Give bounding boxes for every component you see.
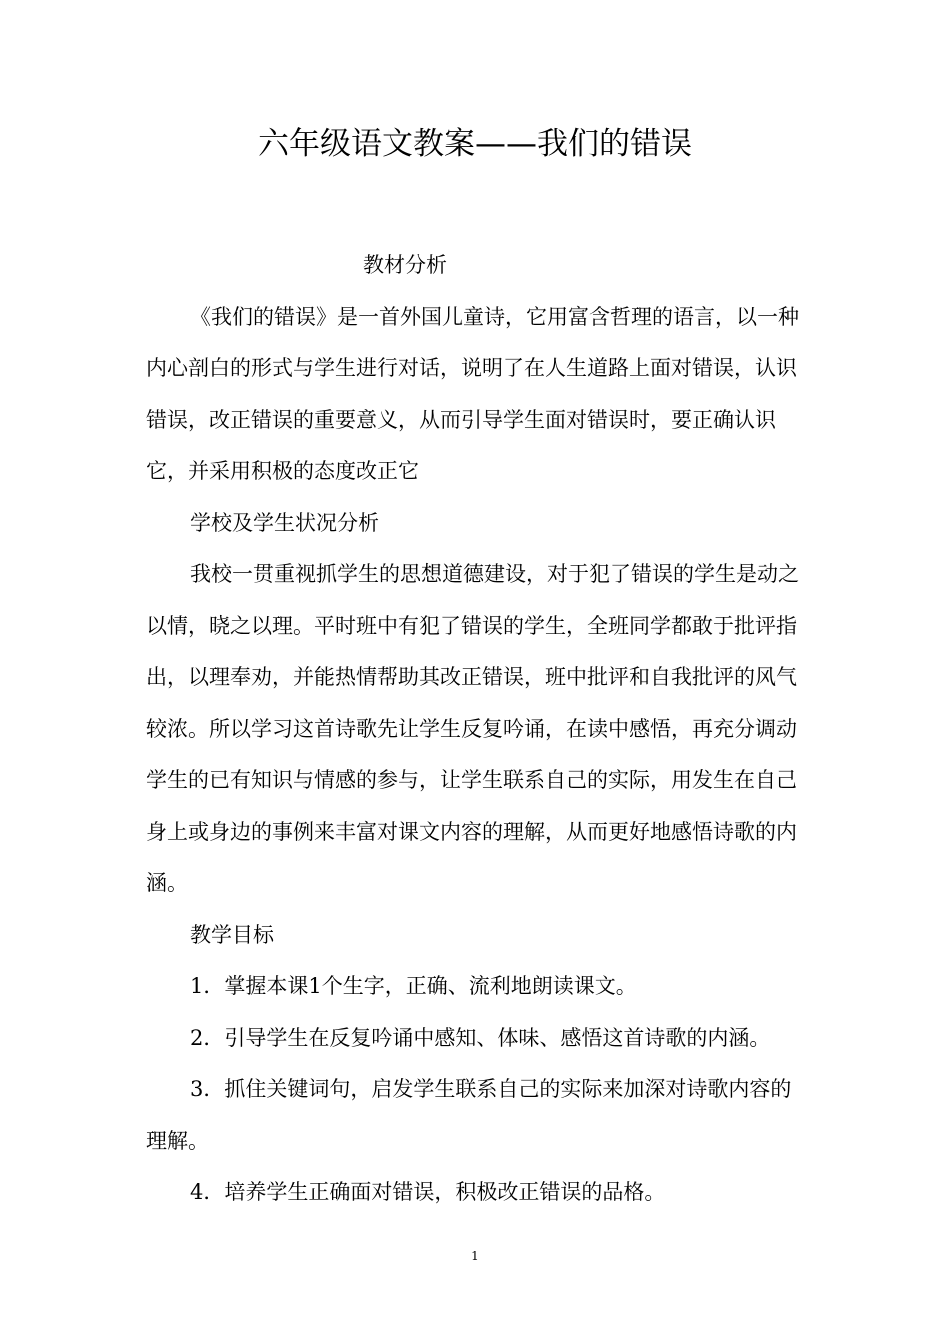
page-number: 1 [471,1249,479,1263]
goal-separator: ． [203,1025,225,1050]
goal-text-after: 个生字，正确、流利地朗读课文。 [321,974,637,998]
goal-separator: ． [203,974,225,998]
goal-item-1 [146,961,810,1013]
goal-item-3 [146,1064,810,1167]
goal-text: 抓住关键词句，启发学生联系自己的实际来加深对诗歌内容的理解。 [146,1077,792,1153]
document-body [146,240,810,1219]
goal-number: 2 [190,1025,204,1050]
goal-separator: ． [203,1077,225,1101]
goal-item-2 [146,1013,810,1065]
goal-text: 培养学生正确面对错误，积极改正错误的品格。 [224,1180,666,1204]
goal-text: 掌握本课 [224,974,309,998]
section-heading-school-analysis: 学校及学生状况分析 [190,510,379,535]
document-title: 六年级语文教案——我们的错误 [258,126,692,162]
goal-text: 引导学生在反复吟诵中感知、体味、感悟这首诗歌的内涵。 [224,1025,771,1050]
section-heading-teaching-goals: 教学目标 [190,922,274,947]
school-analysis-paragraph: 我校一贯重视抓学生的思想道德建设，对于犯了错误的学生是动之以情，晓之以理。平时班中有犯了错误的学生，全班同学都敢于批评指出，以理奉劝，并能热情帮助其改正错误，班中批评和自我批评的风气较浓。所以学习这首诗歌先让学生反复吟诵，在读中感悟，再充分调动学生的已有知识与情感的参与，让学生联系自己的实际，用发生在自己身上或身边的事例来丰富对课文内容的理解，从而更好地感悟诗歌的内涵。 [146,562,799,895]
goal-number: 3 [190,1077,204,1101]
goal-separator: ． [203,1180,225,1204]
section-heading-materials: 教材分析 [363,253,447,277]
materials-paragraph: 《我们的错误》是一首外国儿童诗，它用富含哲理的语言，以一种内心剖白的形式与学生进行对话，说明了在人生道路上面对错误，认识错误，改正错误的重要意义，从而引导学生面对错误时，要正确认识它，并采用积极的态度改正它 [146,304,799,483]
goal-item-4 [146,1167,810,1219]
goal-number: 1 [190,974,204,998]
goal-inline-number: 1 [308,974,322,998]
goal-number: 4 [190,1180,204,1204]
